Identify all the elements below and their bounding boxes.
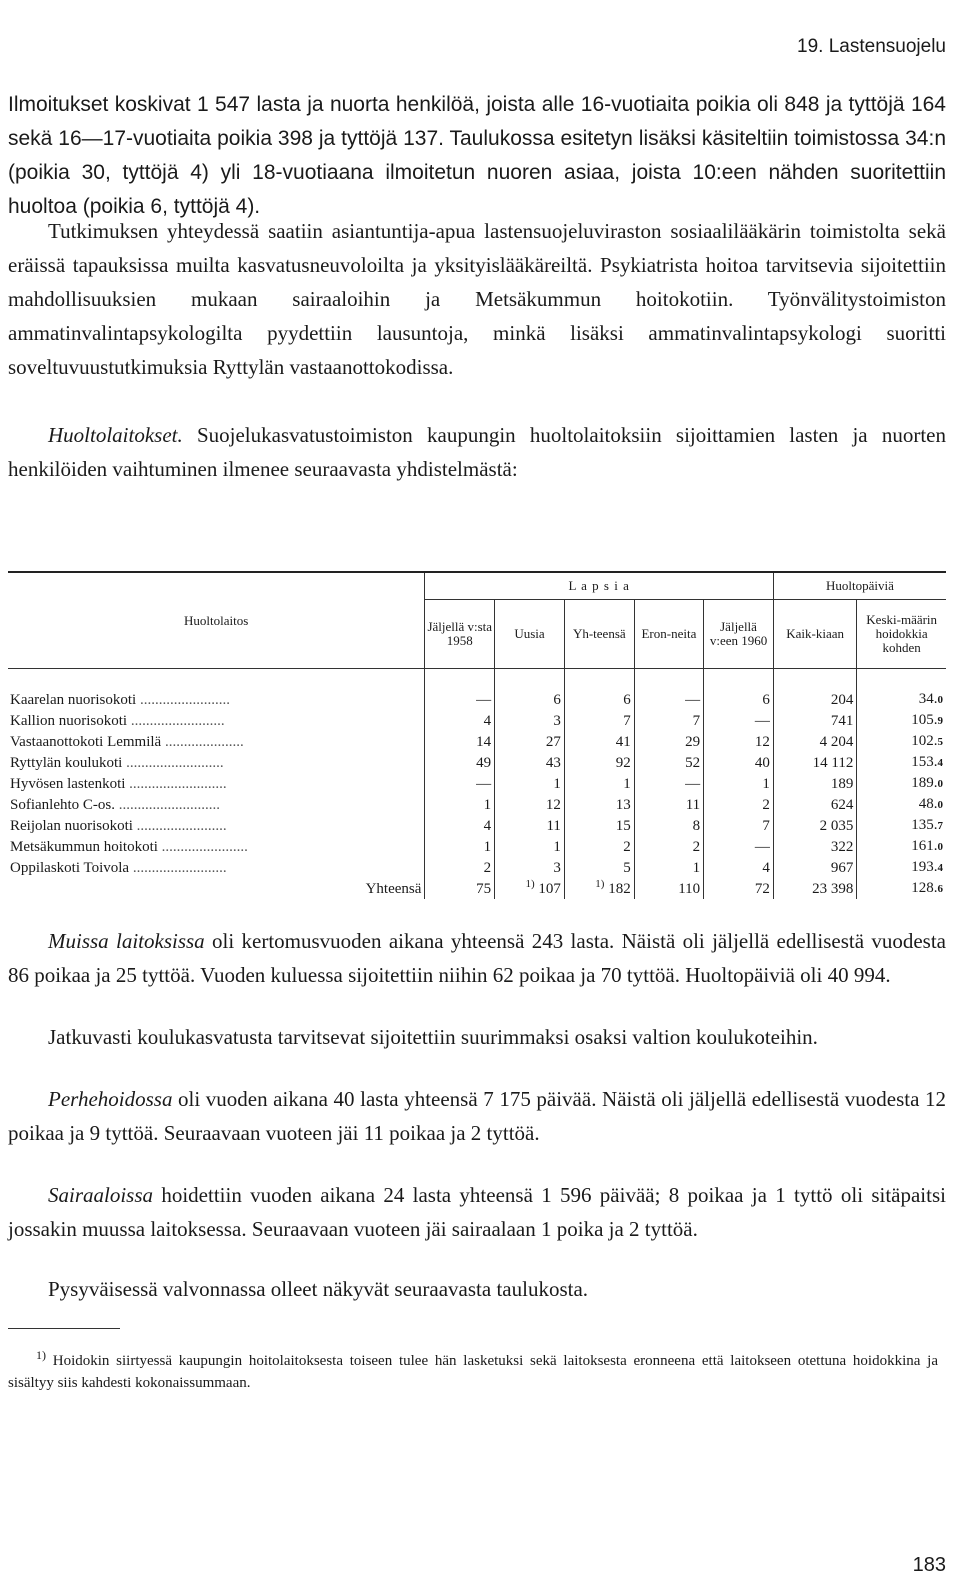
running-header: 19. Lastensuojelu xyxy=(797,36,946,57)
leader-dots: ......................... xyxy=(127,712,225,729)
cell-total: 1 xyxy=(564,773,634,794)
cell-days: 624 xyxy=(773,794,856,815)
cell-new: 1 xyxy=(495,836,565,857)
cell-average: 105.9 xyxy=(911,712,943,728)
leader-dots: .......................... xyxy=(122,754,224,771)
cell-departed: 11 xyxy=(634,794,703,815)
table-row xyxy=(8,752,946,773)
cell-remaining-1958: — xyxy=(425,689,495,710)
header-departed: Eron-neita xyxy=(634,600,703,669)
cell-average: 161.0 xyxy=(911,838,943,854)
paragraph-lead-perhehoidossa: Perhehoidossa xyxy=(48,1087,173,1111)
institutions-table xyxy=(8,571,946,899)
cell-remaining-1958: 1 xyxy=(425,794,495,815)
table-row xyxy=(8,773,946,794)
cell-days: 967 xyxy=(773,857,856,878)
footnote xyxy=(8,1344,938,1394)
cell-remaining-1958: 49 xyxy=(425,752,495,773)
cell-departed: — xyxy=(634,773,703,794)
paragraph-institutions xyxy=(8,418,946,486)
leader-dots: ........................... xyxy=(115,796,220,813)
total-average: 128.6 xyxy=(911,880,943,896)
header-remaining-1958: Jäljellä v:sta 1958 xyxy=(425,600,495,669)
table-row xyxy=(8,815,946,836)
cell-total: 92 xyxy=(564,752,634,773)
institution-label: Sofianlehto C-os. xyxy=(10,796,115,813)
table-row xyxy=(8,689,946,710)
paragraph-body: oli kertomusvuoden aikana yhteensä 243 lasta. Näistä oli jäljellä edellisestä vuodesta 86 poikaa ja 25 tyttöä. Vuoden kuluessa sijoitettiin niihin 62 poikaa ja 70 tyttöä. Huoltopäiviä oli 40 994. xyxy=(8,929,946,987)
footnote-rule xyxy=(8,1328,120,1329)
header-days-average: Keski-määrin hoidokkia kohden xyxy=(857,600,946,669)
total-label: Yhteensä xyxy=(8,878,425,899)
header-group-lapsia: L a p s i a xyxy=(425,572,774,600)
institution-name xyxy=(8,815,425,836)
cell-days: 741 xyxy=(773,710,856,731)
cell-departed: 52 xyxy=(634,752,703,773)
cell-remaining-1958: — xyxy=(425,773,495,794)
cell-total: 2 xyxy=(564,836,634,857)
paragraph-family-care xyxy=(8,1082,946,1150)
table-row xyxy=(8,731,946,752)
cell-remaining-1958: 14 xyxy=(425,731,495,752)
total-remaining-1958: 75 xyxy=(425,878,495,899)
cell-average: 102.5 xyxy=(911,733,943,749)
paragraph-other-institutions xyxy=(8,924,946,992)
footnote-mark: 1) xyxy=(595,877,605,890)
total-total: $^{1)}$ 182 xyxy=(564,878,634,899)
cell-days: 4 204 xyxy=(773,731,856,752)
cell-new: 43 xyxy=(495,752,565,773)
cell-average: 153.4 xyxy=(911,754,943,770)
cell-days: 2 035 xyxy=(773,815,856,836)
cell-days: 14 112 xyxy=(773,752,856,773)
paragraph-hospitals xyxy=(8,1178,946,1246)
header-total: Yh-teensä xyxy=(564,600,634,669)
leader-dots: ........................ xyxy=(132,817,227,834)
cell-total: 41 xyxy=(564,731,634,752)
institution-label: Kaarelan nuorisokoti xyxy=(10,691,137,708)
cell-departed: — xyxy=(634,689,703,710)
cell-new: 1 xyxy=(495,773,565,794)
cell-total: 6 xyxy=(564,689,634,710)
cell-remaining-1960: 6 xyxy=(704,689,774,710)
cell-remaining-1960: 7 xyxy=(704,815,774,836)
cell-remaining-1960: 40 xyxy=(704,752,774,773)
leader-dots: .......................... xyxy=(125,775,227,792)
paragraph-body: oli vuoden aikana 40 lasta yhteensä 7 175 päivää. Näistä oli jäljellä edellisestä vuodesta 12 poikaa ja 9 tyttöä. Seuraavaan vuoteen jäi 11 poikaa ja 2 tyttöä. xyxy=(8,1087,946,1145)
footnote-mark: 1) xyxy=(36,1348,46,1362)
paragraph-lead-muissa: Muissa laitoksissa xyxy=(48,929,205,953)
cell-days: 204 xyxy=(773,689,856,710)
institution-name xyxy=(8,773,425,794)
paragraph-notifications: Ilmoitukset koskivat 1 547 lasta ja nuorta henkilöä, joista alle 16-vuotiaita poikia oli 848 ja tyttöjä 164 sekä 16—17-vuotiaita poikia 398 ja tyttöjä 137. Taulukossa esitetyn lisäksi käsiteltiin toimistossa 34:n (poikia 30, tyttöjä 4) yli 18-vuotiaana ilmoitetun nuoren asiaa, joista 10:een nähden suoritettiin huoltoa (poikia 6, tyttöjä 4). xyxy=(8,93,946,218)
header-new: Uusia xyxy=(495,600,565,669)
header-days-total: Kaik-kiaan xyxy=(773,600,856,669)
total-days: 23 398 xyxy=(773,878,856,899)
cell-remaining-1958: 1 xyxy=(425,836,495,857)
table-row xyxy=(8,710,946,731)
leader-dots: ....................... xyxy=(157,838,248,855)
cell-new: 12 xyxy=(495,794,565,815)
cell-departed: 1 xyxy=(634,857,703,878)
table-row xyxy=(8,794,946,815)
cell-new: 27 xyxy=(495,731,565,752)
cell-new: 3 xyxy=(495,710,565,731)
cell-average: 48.0 xyxy=(918,796,943,812)
institution-label: Hyvösen lastenkoti xyxy=(10,775,126,792)
leader-dots: ......................... xyxy=(129,859,227,876)
institution-label: Reijolan nuorisokoti xyxy=(10,817,133,834)
footnote-mark: 1) xyxy=(525,877,535,890)
institution-label: Vastaanottokoti Lemmilä xyxy=(10,733,162,750)
cell-days: 322 xyxy=(773,836,856,857)
cell-remaining-1960: — xyxy=(704,836,774,857)
cell-remaining-1960: 4 xyxy=(704,857,774,878)
institution-name xyxy=(8,752,425,773)
cell-total: 5 xyxy=(564,857,634,878)
cell-remaining-1960: 2 xyxy=(704,794,774,815)
table-row xyxy=(8,836,946,857)
header-institution: Huoltolaitos xyxy=(8,572,425,669)
cell-remaining-1958: 4 xyxy=(425,710,495,731)
paragraph-lead-sairaaloissa: Sairaaloissa xyxy=(48,1183,154,1207)
paragraph-body: Suojelukasvatustoimiston kaupungin huoltolaitoksiin sijoittamien lasten ja nuorten henkilöiden vaihtuminen ilmenee seuraavasta yhdistelmästä: xyxy=(8,423,946,481)
paragraph-school-homes: Jatkuvasti koulukasvatusta tarvitsevat sijoitettiin suurimmaksi osaksi valtion koulukoteihin. xyxy=(48,1025,818,1049)
institution-label: Kallion nuorisokoti xyxy=(10,712,128,729)
cell-remaining-1958: 2 xyxy=(425,857,495,878)
cell-new: 11 xyxy=(495,815,565,836)
institution-label: Ryttylän koulukoti xyxy=(10,754,123,771)
institution-name xyxy=(8,857,425,878)
cell-remaining-1960: 12 xyxy=(704,731,774,752)
cell-average: 135.7 xyxy=(911,817,943,833)
cell-days: 189 xyxy=(773,773,856,794)
cell-departed: 8 xyxy=(634,815,703,836)
cell-total: 7 xyxy=(564,710,634,731)
cell-departed: 29 xyxy=(634,731,703,752)
total-remaining-1960: 72 xyxy=(704,878,774,899)
cell-remaining-1960: 1 xyxy=(704,773,774,794)
cell-total: 15 xyxy=(564,815,634,836)
cell-new: 6 xyxy=(495,689,565,710)
institution-name xyxy=(8,710,425,731)
paragraph-expert-help: Tutkimuksen yhteydessä saatiin asiantuntija-apua lastensuojeluviraston sosiaalilääkärin toimistolta sekä eräissä tapauksissa muilta kasvatusneuvoloilta ja yksityislääkäreiltä. Psykiatrista hoitoa tarvitsevia sijoitettiin mahdollisuuksien mukaan sairaaloihin ja Metsäkummun hoitokotiin. Työnvälitystoimiston ammatinvalintapsykologilta pyydettiin lausuntoja, minkä lisäksi ammatinvalintapsykologi suoritti soveltuvuustutkimuksia Ryttylän vastaanottokodissa. xyxy=(8,219,946,379)
institution-label: Metsäkummun hoitokoti xyxy=(10,838,158,855)
cell-departed: 7 xyxy=(634,710,703,731)
institution-name xyxy=(8,689,425,710)
page-number: 183 xyxy=(912,1554,946,1576)
cell-average: 189.0 xyxy=(911,775,943,791)
total-departed: 110 xyxy=(634,878,703,899)
table-row xyxy=(8,857,946,878)
cell-average: 193.4 xyxy=(911,859,943,875)
institution-label: Oppilaskoti Toivola xyxy=(10,859,130,876)
cell-average: 34.0 xyxy=(918,691,943,707)
institution-name xyxy=(8,731,425,752)
header-remaining-1960: Jäljellä v:een 1960 xyxy=(704,600,774,669)
leader-dots: ........................ xyxy=(136,691,230,708)
table-total-row xyxy=(8,878,946,899)
institution-name xyxy=(8,794,425,815)
cell-remaining-1958: 4 xyxy=(425,815,495,836)
cell-total: 13 xyxy=(564,794,634,815)
total-new: $^{1)}$ 107 xyxy=(495,878,565,899)
institution-name xyxy=(8,836,425,857)
footnote-text: Hoidokin siirtyessä kaupungin hoitolaitoksesta toiseen tulee hän lasketuksi sekä laitoksesta eronneena että laitokseen otettuna hoidokkina ja sisältyy siis kahdesti kokonaissummaan. xyxy=(8,1353,938,1391)
cell-remaining-1960: — xyxy=(704,710,774,731)
cell-new: 3 xyxy=(495,857,565,878)
header-group-huoltopaivia: Huoltopäiviä xyxy=(826,578,894,593)
cell-departed: 2 xyxy=(634,836,703,857)
paragraph-lead-huoltolaitokset: Huoltolaitokset. xyxy=(48,423,183,447)
paragraph-body: hoidettiin vuoden aikana 24 lasta yhteensä 1 596 päivää; 8 poikaa ja 1 tyttö oli sitäpaitsi jossakin muussa laitoksessa. Seuraavaan vuoteen jäi sairaalaan 1 poika ja 2 tyttöä. xyxy=(8,1183,946,1241)
leader-dots: ..................... xyxy=(161,733,244,750)
paragraph-supervision: Pysyväisessä valvonnassa olleet näkyvät seuraavasta taulukosta. xyxy=(48,1277,589,1301)
